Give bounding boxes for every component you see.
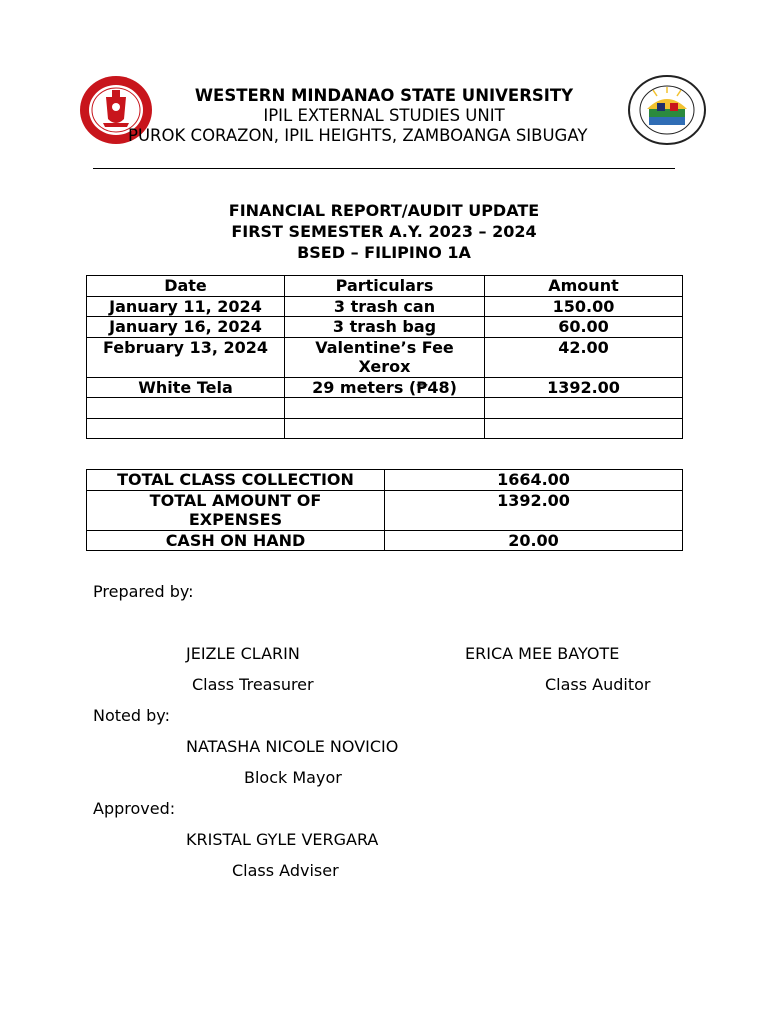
table-row — [87, 377, 683, 398]
cell-particulars: 3 trash bag — [285, 317, 485, 338]
table-row-empty — [87, 418, 683, 439]
mayor-name: NATASHA NICOLE NOVICIO — [186, 737, 399, 756]
summary-value: 1392.00 — [385, 490, 683, 530]
cell-particulars — [285, 398, 485, 419]
header-divider — [93, 168, 675, 169]
cell-date: February 13, 2024 — [87, 337, 285, 377]
cell-date — [87, 398, 285, 419]
cell-amount — [485, 418, 683, 439]
table-row — [87, 296, 683, 317]
cell-amount — [485, 398, 683, 419]
cell-amount: 150.00 — [485, 296, 683, 317]
unit-name: IPIL EXTERNAL STUDIES UNIT — [263, 106, 505, 125]
noted-by-label: Noted by: — [93, 706, 170, 725]
cell-date — [87, 418, 285, 439]
prepared-by-label: Prepared by: — [93, 582, 194, 601]
cell-particulars: 29 meters (₱48) — [285, 377, 485, 398]
cell-particulars: 3 trash can — [285, 296, 485, 317]
report-semester: FIRST SEMESTER A.Y. 2023 – 2024 — [231, 222, 537, 241]
summary-row — [87, 470, 683, 491]
cell-date: January 16, 2024 — [87, 317, 285, 338]
adviser-role: Class Adviser — [232, 861, 339, 880]
auditor-name: ERICA MEE BAYOTE — [465, 644, 620, 663]
mayor-role: Block Mayor — [244, 768, 342, 787]
cell-date: White Tela — [87, 377, 285, 398]
treasurer-role: Class Treasurer — [192, 675, 314, 694]
auditor-role: Class Auditor — [545, 675, 651, 694]
summary-value: 20.00 — [385, 530, 683, 551]
treasurer-name: JEIZLE CLARIN — [186, 644, 300, 663]
cell-particulars — [285, 418, 485, 439]
table-row — [87, 337, 683, 377]
adviser-name: KRISTAL GYLE VERGARA — [186, 830, 379, 849]
summary-table — [86, 469, 683, 551]
summary-label: TOTAL CLASS COLLECTION — [87, 470, 385, 491]
summary-row — [87, 490, 683, 530]
cell-date: January 11, 2024 — [87, 296, 285, 317]
column-header-date: Date — [87, 276, 285, 297]
summary-value: 1664.00 — [385, 470, 683, 491]
report-title: FINANCIAL REPORT/AUDIT UPDATE — [228, 201, 540, 220]
address: PUROK CORAZON, IPIL HEIGHTS, ZAMBOANGA SIBUGAY — [128, 126, 588, 145]
table-row-empty — [87, 398, 683, 419]
summary-row — [87, 530, 683, 551]
approved-label: Approved: — [93, 799, 176, 818]
cell-amount: 60.00 — [485, 317, 683, 338]
cell-amount: 1392.00 — [485, 377, 683, 398]
expenses-table — [86, 275, 683, 439]
report-section: BSED – FILIPINO 1A — [297, 243, 471, 262]
table-header-row — [87, 276, 683, 297]
summary-label: CASH ON HAND — [87, 530, 385, 551]
cell-particulars: Valentine’s Fee Xerox — [285, 337, 485, 377]
column-header-particulars: Particulars — [285, 276, 485, 297]
university-name: WESTERN MINDANAO STATE UNIVERSITY — [194, 86, 574, 105]
column-header-amount: Amount — [485, 276, 683, 297]
summary-label: TOTAL AMOUNT OF EXPENSES — [87, 490, 385, 530]
table-row — [87, 317, 683, 338]
cell-amount: 42.00 — [485, 337, 683, 377]
